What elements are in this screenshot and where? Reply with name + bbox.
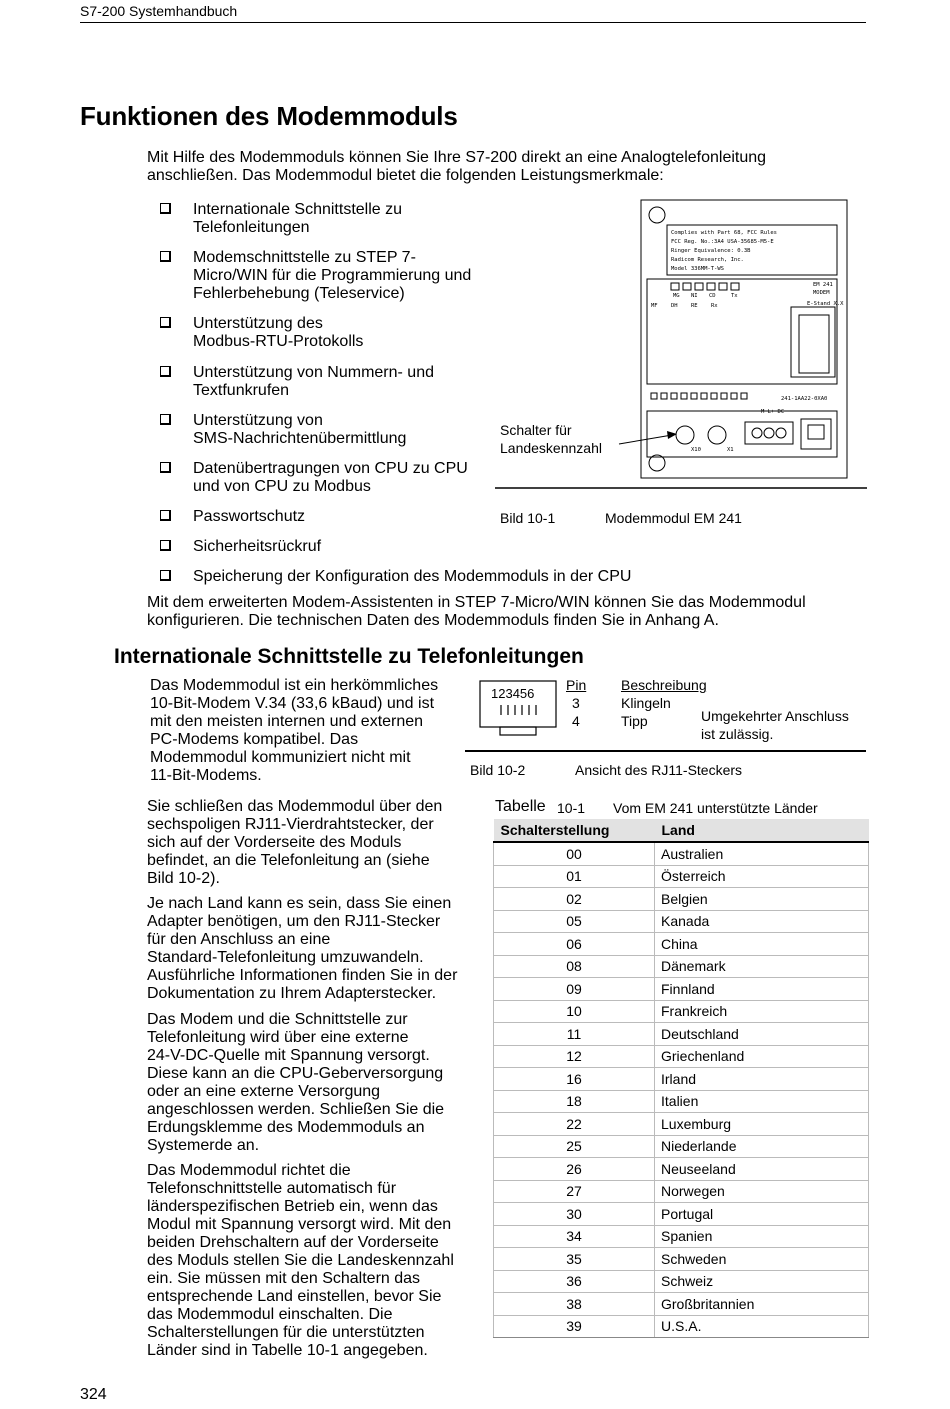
- country-cell: Belgien: [655, 888, 869, 911]
- table-row: [494, 1158, 869, 1181]
- country-cell: China: [655, 933, 869, 956]
- para-line: PC-Modems kompatibel. Das: [150, 731, 359, 748]
- body-paragraph: [147, 895, 457, 1003]
- pin-number: 4: [572, 713, 580, 729]
- pin-description: Tipp: [621, 713, 648, 729]
- table-row: [494, 1315, 869, 1338]
- table-row: [494, 865, 869, 888]
- header-switch-position: Schalterstellung: [494, 819, 655, 842]
- para-line: ein. Sie müssen mit den Schaltern das: [147, 1270, 421, 1287]
- checkbox-bullet-icon: [160, 540, 171, 551]
- table-row: [494, 955, 869, 978]
- para-line: sich auf der Vorderseite des Moduls: [147, 834, 402, 851]
- figure2-rule: [465, 750, 866, 752]
- table-row: [494, 1293, 869, 1316]
- country-cell: Neuseeland: [655, 1158, 869, 1181]
- header-rule: [80, 22, 866, 23]
- order-number: 241-1AA22-0XA0: [781, 396, 828, 402]
- country-cell: Dänemark: [655, 955, 869, 978]
- pin-header: Pin: [566, 677, 587, 693]
- bullet-line: Sicherheitsrückruf: [193, 538, 322, 555]
- bullet-line: Modbus-RTU-Protokolls: [193, 333, 364, 350]
- switch-label: X1: [727, 447, 734, 453]
- rj11-paragraph: [150, 677, 438, 785]
- checkbox-bullet-icon: [160, 366, 171, 377]
- module-label-line: Radicom Research, Inc.: [671, 257, 744, 263]
- bullet-line: Unterstützung des: [193, 315, 323, 332]
- table-row: [494, 1000, 869, 1023]
- table-header-row: [494, 819, 869, 842]
- table-row: [494, 1248, 869, 1271]
- para-line: Das Modemmodul richtet die: [147, 1162, 351, 1179]
- checkbox-bullet-icon: [160, 414, 171, 425]
- switch-position-cell: 22: [494, 1113, 655, 1136]
- para-line: Bild 10-2).: [147, 870, 220, 887]
- switch-position-cell: 11: [494, 1023, 655, 1046]
- table-row: [494, 978, 869, 1001]
- terminal-labels: M L+ DC: [761, 409, 785, 415]
- bullet-line: Speicherung der Konfiguration des Modemmoduls in der CPU: [193, 568, 632, 585]
- connection-note: [701, 707, 849, 743]
- checkbox-bullet-icon: [160, 462, 171, 473]
- para-line: Modemmodul kommuniziert nicht mit: [150, 749, 411, 766]
- body-paragraph: [147, 1162, 454, 1360]
- module-stand: E-Stand X.X: [807, 301, 844, 307]
- section-title-modem-functions: Funktionen des Modemmoduls: [80, 101, 458, 131]
- para-line: Sie schließen das Modemmodul über den: [147, 798, 443, 815]
- switch-position-cell: 35: [494, 1248, 655, 1271]
- para-line: 11-Bit-Modems.: [150, 767, 262, 784]
- led-label: Rx: [711, 303, 718, 309]
- bullet-line: Datenübertragungen von CPU zu CPU: [193, 460, 468, 477]
- led-label: CD: [709, 293, 716, 299]
- para-line: des Moduls stellen Sie die Landeskennzahl: [147, 1252, 454, 1269]
- country-cell: Schweiz: [655, 1270, 869, 1293]
- checkbox-bullet-icon: [160, 251, 171, 262]
- table-row: [494, 842, 869, 865]
- table-row: [494, 1113, 869, 1136]
- switch-label: X10: [691, 447, 701, 453]
- intro-line: Mit Hilfe des Modemmoduls können Sie Ihre S7-200 direkt an eine Analogtelefonleitung: [147, 149, 767, 166]
- section-title-international-interface: Internationale Schnittstelle zu Telefonleitungen: [114, 645, 584, 668]
- callout-line: Schalter für: [500, 422, 572, 438]
- switch-position-cell: 18: [494, 1090, 655, 1113]
- description-header: Beschreibung: [621, 677, 707, 693]
- running-header: S7-200 Systemhandbuch: [80, 3, 238, 19]
- body-paragraph: [147, 1011, 444, 1155]
- switch-position-cell: 38: [494, 1293, 655, 1316]
- country-cell: Schweden: [655, 1248, 869, 1271]
- country-cell: Portugal: [655, 1203, 869, 1226]
- switch-position-cell: 39: [494, 1315, 655, 1338]
- module-name-line: MODEM: [813, 290, 830, 296]
- bullet-line: Modemschnittstelle zu STEP 7-: [193, 249, 416, 266]
- page-number: 324: [80, 1386, 107, 1403]
- para-line: Modul mit Spannung versorgt wird. Mit den: [147, 1216, 452, 1233]
- bullet-line: Unterstützung von: [193, 412, 323, 429]
- bullet-line: und von CPU zu Modbus: [193, 478, 371, 495]
- callout-line: Landeskennzahl: [500, 440, 602, 456]
- bullet-line: Unterstützung von Nummern- und: [193, 364, 434, 381]
- intro-paragraph: [147, 149, 766, 185]
- para-line: angeschlossen werden. Schließen Sie die: [147, 1101, 445, 1118]
- led-label: MG: [673, 293, 680, 299]
- switch-position-cell: 01: [494, 865, 655, 888]
- para-line: sechspoligen RJ11-Vierdrahtstecker, der: [147, 816, 434, 833]
- rj11-plug-icon: [478, 679, 560, 737]
- led-label: MF: [651, 303, 658, 309]
- switch-position-cell: 25: [494, 1135, 655, 1158]
- table-row: [494, 910, 869, 933]
- table-row: [494, 1180, 869, 1203]
- switch-position-cell: 06: [494, 933, 655, 956]
- table-row: [494, 1225, 869, 1248]
- table-row: [494, 1045, 869, 1068]
- table-row: [494, 1270, 869, 1293]
- switch-position-cell: 08: [494, 955, 655, 978]
- country-cell: Spanien: [655, 1225, 869, 1248]
- para-line: Telefonleitung wird über eine externe: [147, 1029, 409, 1046]
- bullet-line: SMS-Nachrichtenübermittlung: [193, 430, 407, 447]
- country-cell: U.S.A.: [655, 1315, 869, 1338]
- switch-position-cell: 16: [494, 1068, 655, 1091]
- bullet-line: Internationale Schnittstelle zu: [193, 201, 403, 218]
- module-label-line: FCC Reg. No.:3A4 USA-35685-M5-E: [671, 239, 774, 245]
- para-line: Diese kann an die CPU-Geberversorgung: [147, 1065, 444, 1082]
- module-label-line: Ringer Equivalence: 0.3B: [671, 248, 751, 254]
- pin-description: Klingeln: [621, 695, 671, 711]
- country-cell: Griechenland: [655, 1045, 869, 1068]
- checkbox-bullet-icon: [160, 570, 171, 581]
- country-cell: Großbritannien: [655, 1293, 869, 1316]
- para-line: Ausführliche Informationen finden Sie in der: [147, 967, 458, 984]
- country-cell: Norwegen: [655, 1180, 869, 1203]
- led-label: Tx: [731, 293, 738, 299]
- module-label-line: Complies with Part 68, FCC Rules: [671, 230, 777, 236]
- para-line: Länder sind in Tabelle 10-1 angegeben.: [147, 1342, 428, 1359]
- para-line: Je nach Land kann es sein, dass Sie einen: [147, 895, 452, 912]
- table-row: [494, 1135, 869, 1158]
- para-line: Schalterstellungen für die unterstützten: [147, 1324, 425, 1341]
- table-caption-word: Tabelle: [495, 798, 546, 815]
- table-row: [494, 1023, 869, 1046]
- figure-caption-text: Modemmodul EM 241: [605, 510, 742, 526]
- country-cell: Deutschland: [655, 1023, 869, 1046]
- country-cell: Österreich: [655, 865, 869, 888]
- figure-caption-number: Bild 10-1: [500, 510, 556, 526]
- para-line: das Modemmodul einschalten. Die: [147, 1306, 393, 1323]
- country-cell: Irland: [655, 1068, 869, 1091]
- outro-paragraph: [147, 594, 806, 630]
- table-row: [494, 1068, 869, 1091]
- para-line: oder an eine externe Versorgung: [147, 1083, 381, 1100]
- switch-position-cell: 10: [494, 1000, 655, 1023]
- led-label: RE: [691, 303, 698, 309]
- switch-position-cell: 05: [494, 910, 655, 933]
- bullet-line: Textfunkrufen: [193, 382, 290, 399]
- body-paragraph: [147, 798, 442, 888]
- table-row: [494, 1090, 869, 1113]
- country-cell: Australien: [655, 842, 869, 865]
- para-line: 24-V-DC-Quelle mit Spannung versorgt.: [147, 1047, 430, 1064]
- rj11-plug-drawing: [478, 679, 560, 742]
- figure2-caption-text: Ansicht des RJ11-Steckers: [575, 762, 743, 778]
- para-line: Standard-Telefonleitung umzuwandeln.: [147, 949, 424, 966]
- checkbox-bullet-icon: [160, 317, 171, 328]
- switch-position-cell: 02: [494, 888, 655, 911]
- country-cell: Frankreich: [655, 1000, 869, 1023]
- country-table: [493, 819, 869, 1338]
- table-row: [494, 888, 869, 911]
- plug-pin-numbers: 123456: [491, 686, 535, 701]
- table-caption-text: Vom EM 241 unterstützte Länder: [613, 800, 818, 816]
- country-cell: Kanada: [655, 910, 869, 933]
- para-line: mit den meisten internen und externen: [150, 713, 424, 730]
- country-cell: Finnland: [655, 978, 869, 1001]
- switch-position-cell: 36: [494, 1270, 655, 1293]
- note-line: ist zulässig.: [701, 726, 774, 742]
- country-cell: Italien: [655, 1090, 869, 1113]
- para-line: befindet, an die Telefonleitung an (siehe: [147, 852, 430, 869]
- para-line: Das Modem und die Schnittstelle zur: [147, 1011, 408, 1028]
- switch-position-cell: 00: [494, 842, 655, 865]
- bullet-line: Telefonleitungen: [193, 219, 310, 236]
- para-line: Telefonschnittstelle automatisch für: [147, 1180, 397, 1197]
- outro-line: konfigurieren. Die technischen Daten des Modemmoduls finden Sie in Anhang A.: [147, 612, 719, 629]
- switch-position-cell: 30: [494, 1203, 655, 1226]
- para-line: 10-Bit-Modem V.34 (33,6 kBaud) und ist: [150, 695, 435, 712]
- led-label: DH: [671, 303, 678, 309]
- module-label-line: Model 336MM-T-WS: [671, 266, 724, 272]
- country-cell: Luxemburg: [655, 1113, 869, 1136]
- module-name-line: EM 241: [813, 282, 833, 288]
- bullet-line: Micro/WIN für die Programmierung und: [193, 267, 472, 284]
- checkbox-bullet-icon: [160, 203, 171, 214]
- table-row: [494, 1203, 869, 1226]
- intro-line: anschließen. Das Modemmodul bietet die folgenden Leistungsmerkmale:: [147, 167, 664, 184]
- para-line: länderspezifischen Betrieb ein, wenn das: [147, 1198, 438, 1215]
- switch-position-cell: 26: [494, 1158, 655, 1181]
- figure2-caption-number: Bild 10-2: [470, 762, 526, 778]
- para-line: Das Modemmodul ist ein herkömmliches: [150, 677, 439, 694]
- note-line: Umgekehrter Anschluss: [701, 708, 849, 724]
- para-line: Adapter benötigen, um den RJ11-Stecker: [147, 913, 441, 930]
- switch-position-cell: 27: [494, 1180, 655, 1203]
- para-line: Erdungsklemme des Modemmoduls an: [147, 1119, 425, 1136]
- country-cell: Niederlande: [655, 1135, 869, 1158]
- outro-line: Mit dem erweiterten Modem-Assistenten in STEP 7-Micro/WIN können Sie das Modemmodul: [147, 594, 806, 611]
- led-label: NI: [691, 293, 698, 299]
- para-line: für den Anschluss an eine: [147, 931, 331, 948]
- switch-position-cell: 34: [494, 1225, 655, 1248]
- pin-number: 3: [572, 695, 580, 711]
- para-line: Systemerde an.: [147, 1137, 260, 1154]
- switch-position-cell: 12: [494, 1045, 655, 1068]
- bullet-line: Fehlerbehebung (Teleservice): [193, 285, 405, 302]
- para-line: beiden Drehschaltern auf der Vorderseite: [147, 1234, 439, 1251]
- bullet-line: Passwortschutz: [193, 508, 306, 525]
- para-line: Dokumentation zu Ihrem Adapterstecker.: [147, 985, 437, 1002]
- switch-position-cell: 09: [494, 978, 655, 1001]
- table-caption-number: 10-1: [557, 800, 586, 816]
- table-row: [494, 933, 869, 956]
- header-country: Land: [655, 819, 869, 842]
- checkbox-bullet-icon: [160, 510, 171, 521]
- para-line: entsprechende Land einstellen, bevor Sie: [147, 1288, 442, 1305]
- switch-callout-label: [500, 421, 602, 457]
